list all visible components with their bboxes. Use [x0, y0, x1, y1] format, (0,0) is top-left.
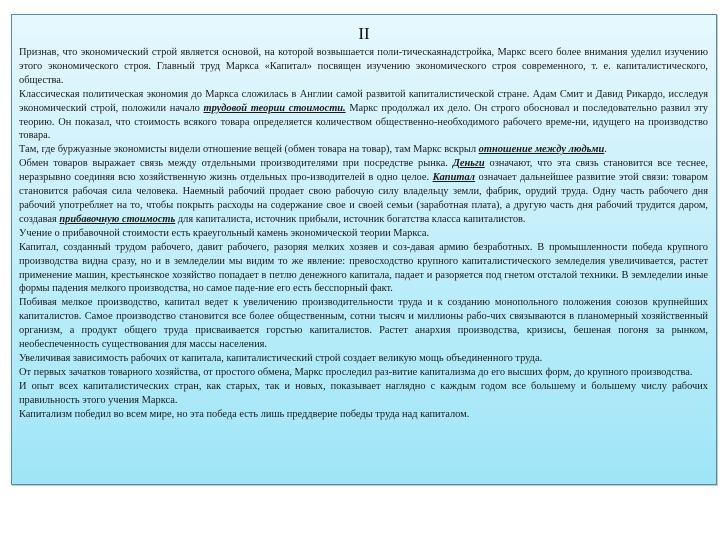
paragraph-text: Капитализм победил во всем мире, но эта победа есть лишь преддверие победы труда над капиталом. [19, 408, 470, 420]
paragraph-3 [19, 143, 708, 157]
paragraph-9 [19, 366, 708, 380]
paragraph-8 [19, 352, 708, 366]
paragraph-text: Классическая политическая экономия до Маркса сложилась в Англии самой развитой капиталистической стране. Адам Смит и Давид Рикардо, исследуя экономический строй, положили начало [19, 88, 708, 114]
slide-title: II [358, 24, 370, 43]
emphasis-capital: Капитал [432, 172, 475, 184]
paragraph-text: Учение о прибавочной стоимости есть краеугольный камень экономической теории Маркса. [19, 227, 430, 239]
paragraph-text: Капитал, созданный трудом рабочего, давит рабочего, разоряя мелких хозяев и соз-давая армию безработных. В промышленности победа крупного производства видна сразу, но и в земледелии мы видим то же явление: превосходство крупного капиталистического земледелия увеличивается, растет применение машин, крестьянское хозяйство попадает в петлю денежного капитала, падает и разоряется под гнетом отсталой техники. В земледелии иные формы падения мелкого производства, но самое паде-ние его есть бесспорный факт. [19, 241, 708, 295]
emphasis-relations-between-people: отношение между людьми [478, 144, 605, 156]
paragraph-text: для капиталиста, источник прибыли, источник богатства класса капиталистов. [175, 213, 526, 225]
paragraph-7 [19, 296, 708, 352]
slide-content-box [11, 14, 717, 485]
slide-body [19, 46, 708, 421]
paragraph-text: означают, что эта связь становится все теснее, неразрывно соединяя всю хозяйственную жизнь отдельных про-изводителей в одно целое. [19, 158, 709, 184]
emphasis-money: Деньги [452, 158, 485, 170]
paragraph-text: Увеличивая зависимость рабочих от капитала, капиталистический строй создает великую мощь объединенного труда. [19, 352, 543, 364]
paragraph-text: означает дальнейшее развитие этой связи: товаром становится рабочая сила человека. Наемный рабочий продает свою рабочую силу владельцу земли, фабрик, орудий труда. Одну часть рабочего дня рабочий употребляет на то, чтобы покрыть расходы на содержание свое и своей семьи (заработная плата), а другую часть дня рабочий трудится даром, создавая [19, 172, 708, 225]
emphasis-labor-theory-of-value: трудовой теории стоимости. [203, 102, 346, 114]
paragraph-text: И опыт всех капиталистических стран, как старых, так и новых, показывает наглядно с каждым годом все большему и большему числу рабочих правильность этого учения Маркса. [19, 380, 708, 406]
paragraph-2 [19, 88, 708, 144]
paragraph-1 [19, 46, 708, 88]
paragraph-text: От первых зачатков товарного хозяйства, от простого обмена, Маркс проследил раз-витие капитализма до его высших форм, до крупного производства. [19, 366, 693, 378]
paragraph-4 [19, 157, 708, 227]
paragraph-6 [19, 241, 708, 297]
paragraph-text: Там, где буржуазные экономисты видели отношение вещей (обмен товара на товар), там Маркс вскрыл [19, 144, 479, 156]
paragraph-text: Маркс продолжал их дело. Он строго обосновал и последовательно развил эту теорию. Он показал, что стоимость всякого товара определяется количеством общественно-необходимого рабочего време-ни, идущего на производство товара. [19, 102, 708, 142]
emphasis-surplus-value: прибавочную стоимость [59, 213, 176, 225]
paragraph-text: Побивая мелкое производство, капитал ведет к увеличению производительности труда и к созданию монопольного положения союзов крупнейших капиталистов. Самое производство становится все более общественным, сотни тысяч и миллионы рабо-чих связываются в планомерный хозяйственный организм, а продукт общего труда присваивается горстью капиталистов. Растет анархия производства, кризисы, бешеная погоня за рынком, необеспеченность существования для массы населения. [19, 297, 708, 351]
paragraph-text: Признав, что экономический строй является основой, на которой возвышается поли-тическаянадстройка, Маркс всего более внимания уделил изучению этого экономического строя. Главный труд Маркса «Капитал» посвящен изучению экономического строя современного, т. е. капиталистического, общества. [19, 47, 708, 86]
paragraph-10 [19, 380, 708, 408]
paragraph-11 [19, 408, 708, 422]
paragraph-text: . [604, 144, 607, 156]
paragraph-5 [19, 227, 708, 241]
paragraph-text: Обмен товаров выражает связь между отдельными производителями при посредстве рынка. [19, 158, 453, 170]
